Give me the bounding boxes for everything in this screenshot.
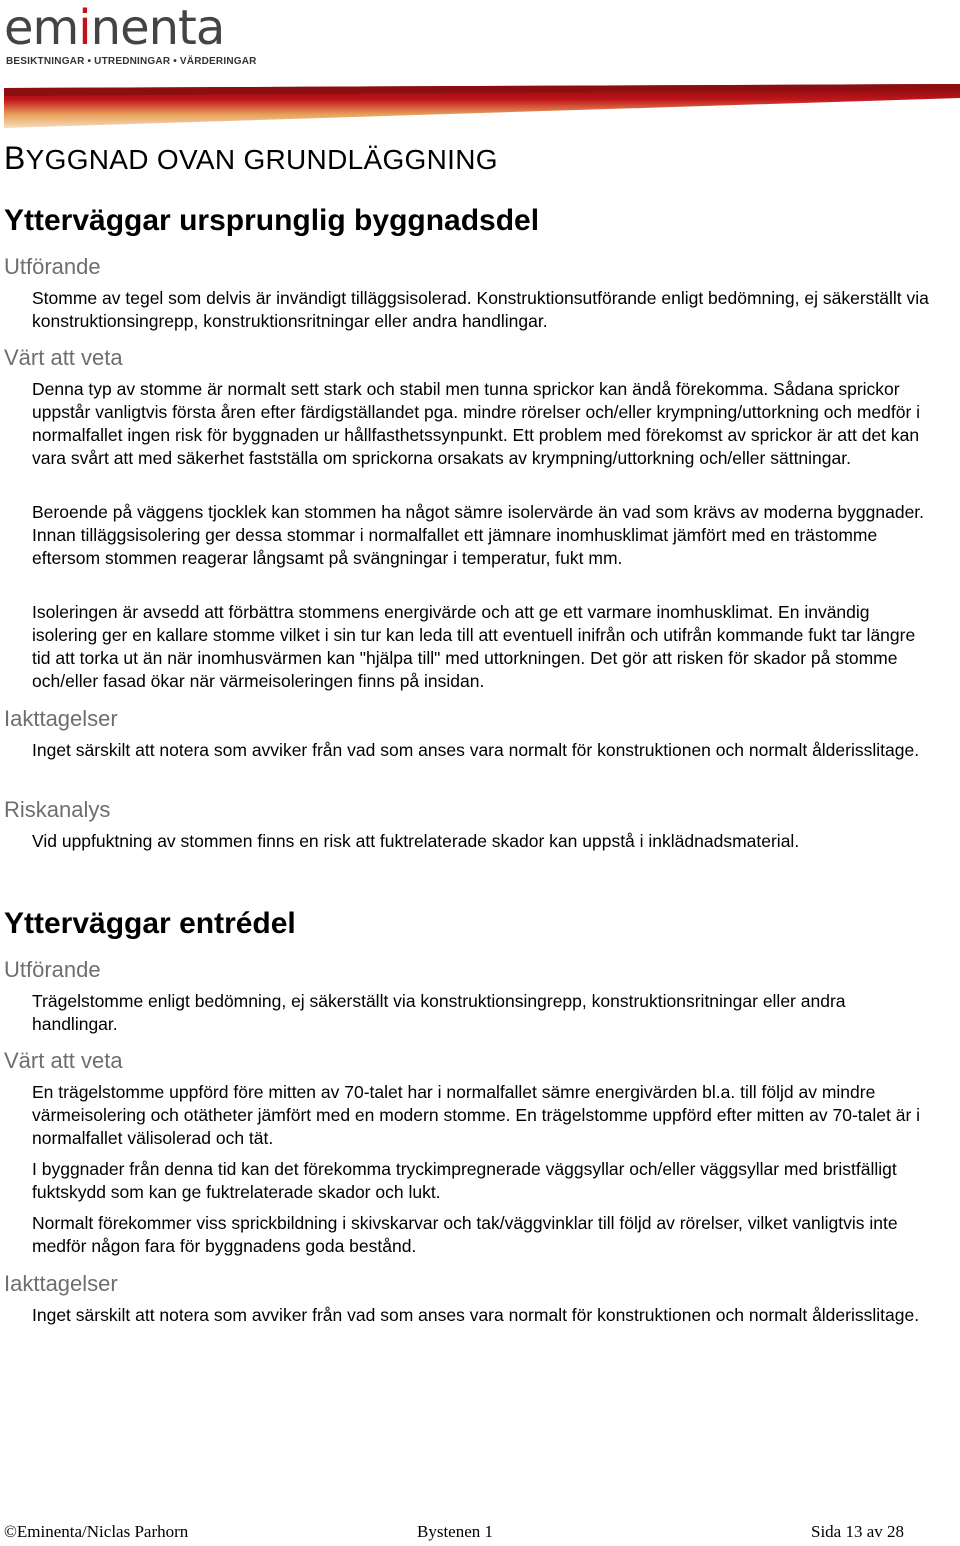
- logo-wordmark: eminenta: [4, 0, 225, 56]
- paragraph-vart-att-veta-2-1: En trägelstomme uppförd före mitten av 70-talet har i normalfallet sämre energivärden bl.a. till följd av mindre värmeisolering och otätheter jämfört med en modern stomme. En trägelstomme uppförd efter mitten av 70-talet är i normalfallet välisolerad och tät.: [32, 1082, 921, 1148]
- paragraph-vart-att-veta-2-2: I byggnader från denna tid kan det förekomma tryckimpregnerade väggsyllar och/eller väggsyllar med bristfälligt fuktskydd som kan ge fuktrelaterade skador och lukt.: [32, 1159, 897, 1202]
- page-title: BYGGNAD OVAN GRUNDLÄGGNING: [4, 140, 498, 176]
- section-title-ytterväggar-ursprunglig: Ytterväggar ursprunglig byggnadsdel: [4, 204, 540, 237]
- paragraph-vart-att-veta-2-3: Normalt förekommer viss sprickbildning i skivskarvar och tak/väggvinklar till följd av rörelser, vilket vanligtvis inte medför någon fara för byggnadens goda bestånd.: [32, 1213, 898, 1256]
- subheading-riskanalys: Riskanalys: [4, 797, 111, 822]
- paragraph-vart-att-veta-1: Denna typ av stomme är normalt sett stark och stabil men tunna sprickor kan ändå förekomma. Sådana sprickor uppstår vanligtvis första åren efter färdigställandet pga. mindre rörelser och/eller krympning/uttorkning och medför i normalfallet ingen risk för byggnaden ur hållfasthetssynpunkt. Ett problem med förekomst av sprickor är att det kan vara svårt att med säkerhet fastställa om sprickorna orsakats av krympning/uttorkning och/eller sättningar.: [32, 379, 921, 468]
- subheading-iakttagelser: Iakttagelser: [4, 706, 118, 731]
- subheading-vart-att-veta-2: Värt att veta: [4, 1048, 123, 1073]
- paragraph-utforande-2: Trägelstomme enligt bedömning, ej säkerställt via konstruktionsingrepp, konstruktionsritningar eller andra handlingar.: [32, 991, 846, 1034]
- paragraph-iakttagelser: Inget särskilt att notera som avviker från vad som anses vara normalt för konstruktionen och normalt ålderisslitage.: [32, 740, 920, 760]
- eminenta-logo: [4, 0, 257, 72]
- subheading-iakttagelser-2: Iakttagelser: [4, 1271, 118, 1296]
- paragraph-riskanalys: Vid uppfuktning av stommen finns en risk att fuktrelaterade skador kan uppstå i inklädnadsmaterial.: [32, 831, 800, 851]
- logo-tagline: BESIKTNINGAR • UTREDNINGAR • VÄRDERINGAR: [6, 56, 257, 67]
- footer-page-number: Sida 13 av 28: [811, 1522, 905, 1541]
- subheading-utforande-2: Utförande: [4, 957, 101, 982]
- footer-copyright: ©Eminenta/Niclas Parhorn: [4, 1522, 189, 1541]
- footer-property: Bystenen 1: [417, 1522, 494, 1541]
- paragraph-iakttagelser-2: Inget särskilt att notera som avviker från vad som anses vara normalt för konstruktionen och normalt ålderisslitage.: [32, 1305, 920, 1325]
- paragraph-vart-att-veta-2: Beroende på väggens tjocklek kan stommen ha något sämre isolervärde än vad som krävs av moderna byggnader. Innan tilläggsisolering ger dessa stommar i normalfallet ett jämnare inomhusklimat jämfört med en trästomme eftersom stommen reagerar långsamt på svängningar i temperatur, fukt mm.: [32, 502, 925, 568]
- paragraph-utforande: Stomme av tegel som delvis är invändigt tilläggsisolerad. Konstruktionsutförande enligt bedömning, ej säkerställt via konstruktionsingrepp, konstruktionsritningar eller andra handlingar.: [32, 288, 929, 331]
- subheading-utforande: Utförande: [4, 254, 101, 279]
- section-title-ytterväggar-entredel: Ytterväggar entrédel: [4, 907, 296, 940]
- subheading-vart-att-veta: Värt att veta: [4, 345, 123, 370]
- paragraph-vart-att-veta-3: Isoleringen är avsedd att förbättra stommens energivärde och att ge ett varmare inomhusklimat. En invändig isolering ger en kallare stomme vilket i sin tur kan leda till att eventuell inifrån och utifrån kommande fukt tar längre tid att torka ut än när inomhusvärmen kan "hjälpa till" med uttorkningen. Det gör att risken för skador på stomme och/eller fasad ökar när värmeisoleringen finns på insidan.: [32, 602, 916, 691]
- header-color-bar: [4, 84, 960, 128]
